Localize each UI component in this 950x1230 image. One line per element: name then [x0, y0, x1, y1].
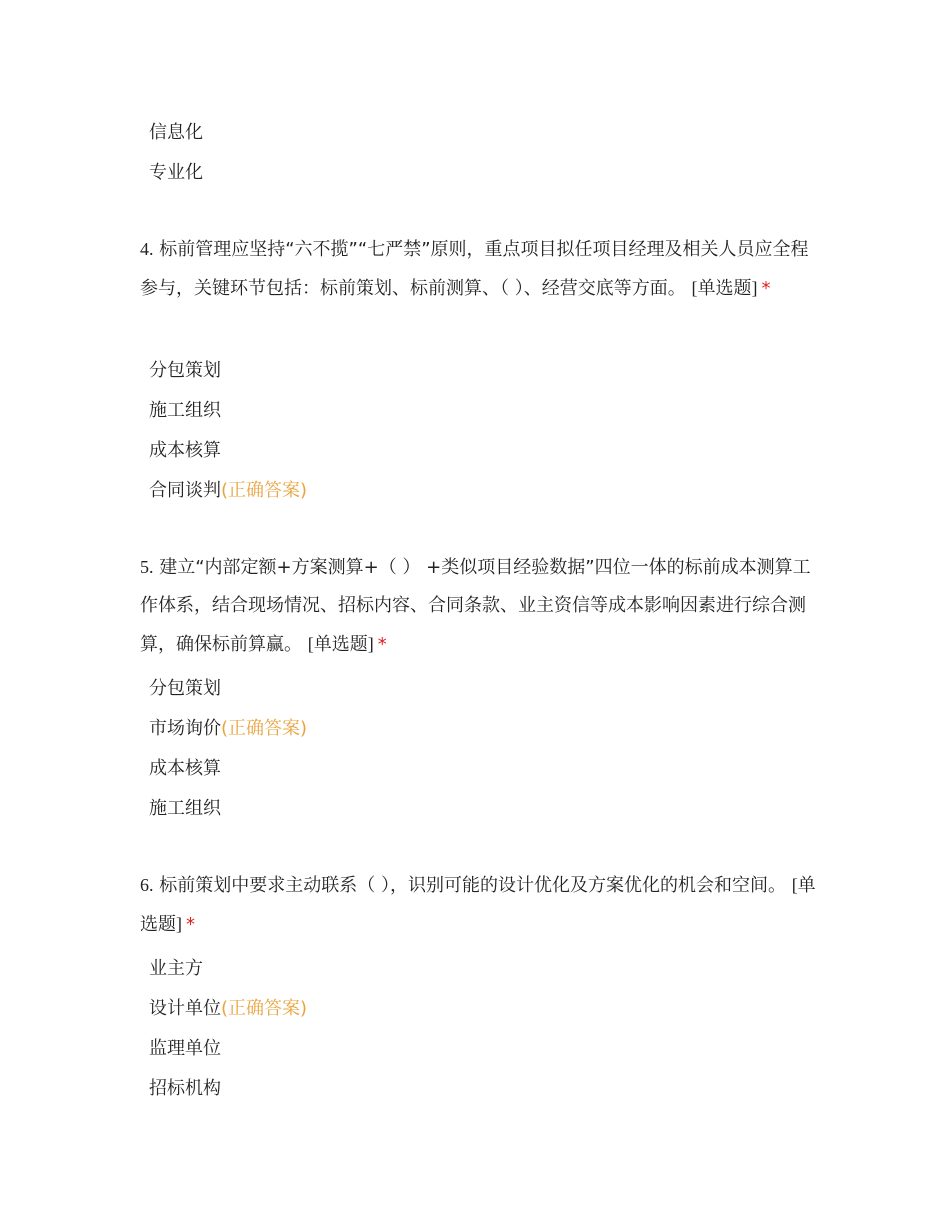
question-number: 5.: [140, 557, 154, 577]
required-mark: *: [377, 634, 387, 655]
question-6: [140, 866, 820, 944]
option-item[interactable]: 成本核算: [149, 440, 221, 461]
option-item[interactable]: 设计单位(正确答案): [149, 998, 308, 1019]
option-item[interactable]: 分包策划: [149, 678, 221, 699]
question-number: 6.: [140, 875, 154, 895]
question-type: [单选题]: [140, 875, 816, 934]
question-5: [140, 548, 820, 664]
question-type: [单选题]: [691, 278, 758, 298]
option-item[interactable]: 合同谈判(正确答案): [149, 480, 308, 501]
required-mark: *: [761, 278, 771, 299]
question-text: 建立“内部定额+方案测算+（ ） +类似项目经验数据”四位一体的标前成本测算工作体系，结合现场情况、招标内容、合同条款、业主资信等成本影响因素进行综合测算，确保标前算赢。: [140, 557, 811, 655]
question-text: 标前管理应坚持“六不揽”“七严禁”原则，重点项目拟任项目经理及相关人员应全程参与，关键环节包括：标前策划、标前测算、（ ）、经营交底等方面。: [140, 239, 809, 299]
option-item[interactable]: 分包策划: [149, 360, 221, 381]
option-item[interactable]: 业主方: [149, 958, 203, 979]
question-type: [单选题]: [307, 634, 374, 654]
question-text: 标前策划中要求主动联系（ ），识别可能的设计优化及方案优化的机会和空间。: [159, 875, 786, 896]
correct-answer-label: (正确答案): [221, 480, 308, 501]
option-item[interactable]: 监理单位: [149, 1038, 221, 1059]
required-mark: *: [186, 914, 195, 935]
correct-answer-label: (正确答案): [221, 718, 308, 739]
option-item[interactable]: 施工组织: [149, 400, 221, 421]
question-number: 4.: [140, 239, 154, 259]
option-item[interactable]: 施工组织: [149, 798, 221, 819]
option-item[interactable]: 信息化: [149, 122, 203, 143]
option-item[interactable]: 招标机构: [149, 1078, 221, 1099]
option-item[interactable]: 市场询价(正确答案): [149, 718, 308, 739]
option-item[interactable]: 成本核算: [149, 758, 221, 779]
option-item[interactable]: 专业化: [149, 162, 203, 183]
question-4: [140, 230, 820, 308]
correct-answer-label: (正确答案): [221, 998, 308, 1019]
